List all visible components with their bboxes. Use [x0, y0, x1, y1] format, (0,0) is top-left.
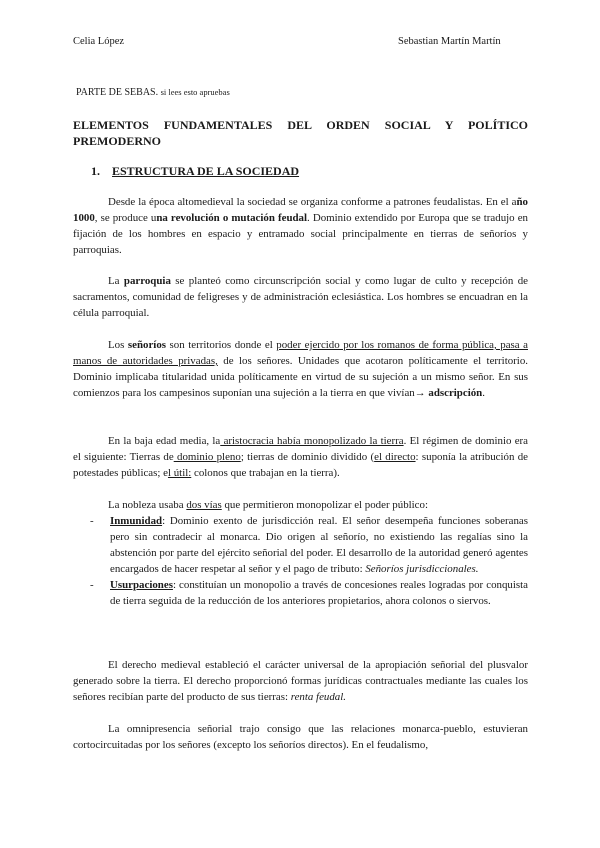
- p3-underlined-text: poder ejercido por los romanos de forma pública, pasa a manos de autoridades privadas,: [73, 339, 528, 367]
- p2-text-c: se planteó como circunscripción social y como lugar de culto y recepción de sacramentos, comunidad de feligreses y de administración eclesiástica. Los hombres se encuadran en la célula parroquial.: [73, 275, 528, 319]
- paragraph-6: [73, 657, 528, 705]
- p3-text-c: son territorios donde el: [166, 339, 277, 351]
- p4-text-g: : suponía la atribución de potestades públicas; e: [73, 451, 528, 479]
- header-author-right: Sebastian Martín Martín: [398, 36, 501, 47]
- p2-text-a: La: [108, 275, 124, 287]
- p6-renta-feudal: renta feudal.: [290, 691, 346, 703]
- p3-text-h: .: [482, 387, 485, 399]
- bullet-term: Inmunidad: [110, 515, 163, 527]
- bullet-item-usurpaciones: [90, 577, 528, 609]
- p1-text-f: . Dominio extendido por Europa que se tradujo en fijación de los hombres en espacio y entramado social principalmente en tierras de señoríos y parroquias.: [73, 212, 528, 256]
- paragraph-5: [73, 497, 528, 513]
- p6-text-a: El derecho medieval estableció el carácter universal de la apropiación señorial del plusvalor generado sobre la tierra. El derecho proporcionó formas jurídicas contractuales mediante las cuales los señores recibían parte del producto de sus tierras:: [73, 659, 528, 703]
- p1-text-d: , se produce u: [94, 212, 157, 224]
- p1-text-b: ño: [516, 196, 528, 208]
- note-small: si lees esto apruebas: [160, 87, 230, 97]
- section-heading: [91, 164, 299, 179]
- p3-text-e: de los señores. Unidades que acotaron políticamente el territorio. Dominio implicaba titularidad unida políticamente en virtud de su sujeción a un mismo señor. En sus comienzos para los campesinos suponían una sujeción a la tierra en que vivían: [73, 355, 528, 399]
- p5-text-a: La nobleza usaba: [108, 499, 187, 511]
- document-title-line1: ELEMENTOS FUNDAMENTALES DEL ORDEN SOCIAL Y POLÍTICO: [73, 118, 528, 132]
- bullet-text: : constituían un monopolio a través de concesiones reales logradas por conquista de tierra seguida de la reducción de los anteriores propietarios, ahora colonos o siervos.: [110, 579, 528, 607]
- paragraph-4: [73, 433, 528, 481]
- bullet-text: : Dominio exento de jurisdicción real. El señor desempeña funciones soberanas pero sin contradecir al monarca. Dio origen al señorío, no existiendo las regalías sino la abstención por parte del ejército señorial del poder. El desarrollo de la autoridad generó agentes encargados de hacer respetar al señor y el pago de tributo:: [110, 515, 528, 575]
- p3-arrow: →: [414, 387, 429, 399]
- p4-underlined-directo: el directo: [374, 451, 416, 463]
- p3-senorios-term: señoríos: [127, 339, 167, 351]
- p4-text-a: En la baja edad media, la: [108, 435, 221, 447]
- p4-underlined-aristocracia: aristocracia había monopolizado la tierra: [220, 435, 404, 447]
- p1-revolution-term: na revolución o mutación feudal: [156, 212, 308, 224]
- paragraph-2: [73, 273, 528, 321]
- note-main: PARTE DE SEBAS.: [76, 87, 159, 98]
- section-title: ESTRUCTURA DE LA SOCIEDAD: [112, 164, 300, 178]
- document-title-line2: PREMODERNO: [73, 134, 161, 148]
- margin-note: [76, 87, 230, 98]
- bullet-dash: -: [90, 579, 94, 591]
- p3-text-a: Los: [108, 339, 128, 351]
- bullet-italic: Señoríos jurisdiccionales.: [365, 563, 479, 575]
- paragraph-1: [73, 194, 528, 258]
- p4-underlined-dominio-pleno: dominio pleno: [173, 451, 241, 463]
- bullet-list: [90, 513, 528, 609]
- p4-underlined-util: l útil:: [167, 467, 192, 479]
- header-author-left: Celia López: [73, 36, 125, 47]
- p3-adscripcion-term: adscripción: [428, 387, 483, 399]
- p1-year: 1000: [73, 212, 95, 224]
- p2-parroquia-term: parroquia: [123, 275, 171, 287]
- p7-text-a: La omnipresencia señorial trajo consigo que las relaciones monarca-pueblo, estuvieran cortocircuitadas por los señores (excepto los señoríos directos). En el feudalismo,: [73, 723, 528, 751]
- p4-text-e: ; tierras de dominio dividido (: [240, 451, 375, 463]
- bullet-item-inmunidad: [90, 513, 528, 577]
- bullet-term: Usurpaciones: [110, 579, 173, 591]
- paragraph-3: [73, 337, 528, 401]
- bullet-dash: -: [90, 515, 94, 527]
- p4-text-c: . El régimen de dominio era el siguiente: Tierras de: [73, 435, 528, 463]
- p1-text-a: Desde la época altomedieval la sociedad se organiza conforme a patrones feudalistas. En el a: [108, 196, 517, 208]
- p4-text-i: colonos que trabajan en la tierra).: [191, 467, 340, 479]
- p5-underlined-dos-vias: dos vías: [186, 499, 222, 511]
- section-number: 1.: [91, 164, 100, 178]
- paragraph-7: [73, 721, 528, 753]
- p5-text-c: que permitieron monopolizar el poder público:: [221, 499, 428, 511]
